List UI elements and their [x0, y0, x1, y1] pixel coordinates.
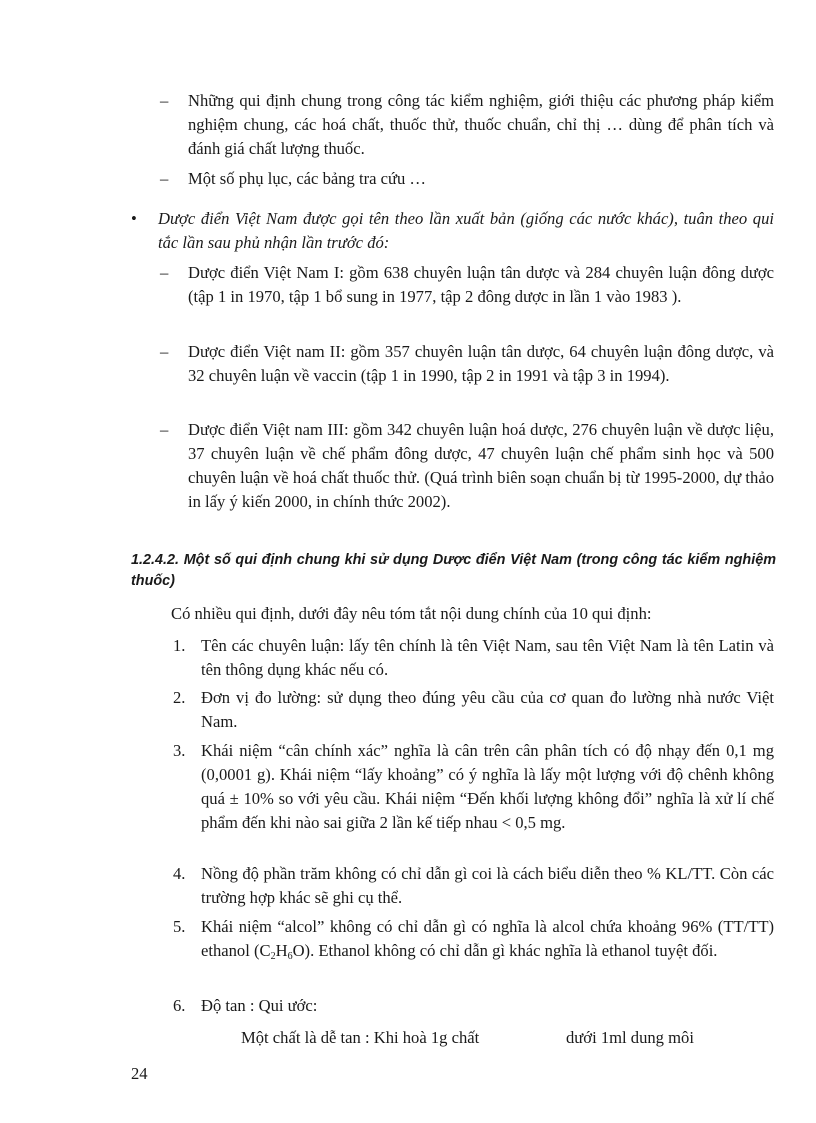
rule-number: 3.	[173, 741, 186, 760]
rule-text: Khái niệm “cân chính xác” nghĩa là cân trên cân phân tích có độ nhạy đến 0,1 mg (0,0001 g). Khái niệm “lấy khoảng” có ý nghĩa là lấy một lượng với độ chênh không quá ± 10% so với yêu cầu. Khái niệm “Đến khối lượng không đổi” nghĩa là xử lí chế phẩm đến khi nào sai giữa 2 lần kế tiếp nhau < 0,5 mg.	[201, 741, 774, 832]
solubility-amount: dưới 1ml dung môi	[566, 1028, 694, 1047]
list-item	[160, 340, 774, 388]
rule-text: Tên các chuyên luận: lấy tên chính là tên Việt Nam, sau tên Việt Nam là tên Latin và tên thông dụng khác nếu có.	[201, 636, 774, 679]
list-item-text: Một số phụ lục, các bảng tra cứu …	[188, 169, 427, 188]
rule-item	[173, 862, 774, 910]
list-item	[160, 89, 774, 161]
solubility-term: Một chất là dễ tan : Khi hoà 1g chất	[241, 1028, 480, 1047]
rule-text-part: H	[275, 941, 288, 960]
rule-text-part: O). Ethanol không có chỉ dẫn gì khác nghĩa là ethanol tuyệt đối.	[292, 941, 718, 960]
rule-number: 5.	[173, 917, 186, 936]
rule-item	[173, 686, 774, 734]
rule-item	[173, 915, 774, 969]
dash-marker: –	[160, 420, 169, 439]
rule-number: 1.	[173, 636, 186, 655]
rule-text: Đơn vị đo lường: sử dụng theo đúng yêu cầu của cơ quan đo lường nhà nước Việt Nam.	[201, 688, 774, 731]
dash-marker: –	[160, 263, 169, 282]
rule-item	[173, 739, 774, 835]
intro-paragraph: Có nhiều qui định, dưới đây nêu tóm tắt nội dung chính của 10 qui định:	[171, 604, 652, 623]
list-item-text: Dược điển Việt Nam I: gồm 638 chuyên luận tân dược và 284 chuyên luận đông dược (tập 1 in 1970, tập 1 bổ sung in 1977, tập 2 đông dược in lần 1 vào 1983 ).	[188, 263, 774, 306]
list-item-text: Những qui định chung trong công tác kiểm nghiệm, giới thiệu các phương pháp kiểm nghiệm chung, các hoá chất, thuốc thử, thuốc chuẩn, chỉ thị … dùng để phân tích và đánh giá chất lượng thuốc.	[188, 91, 774, 158]
rule-text	[201, 915, 774, 969]
rule-number: 2.	[173, 688, 186, 707]
list-item	[160, 418, 774, 514]
subscript: 2	[270, 951, 276, 962]
list-item	[160, 261, 774, 309]
subscript: 6	[287, 951, 293, 962]
rule-text-part: Khái niệm “alcol” không có chỉ dẫn gì có nghĩa là alcol chứa khoảng 96% (TT/TT) ethanol (C	[201, 917, 774, 960]
rule-number: 4.	[173, 864, 186, 883]
list-item-text: Dược điển Việt nam III: gồm 342 chuyên luận hoá dược, 276 chuyên luận về dược liệu, 37 chuyên luận về chế phẩm đông dược, 47 chuyên luận chế phẩm sinh học và 500 chuyên luận về hoá chất thuốc thử. (Quá trình biên soạn chuẩn bị từ 1995-2000, dự thảo in lấy ý kiến 2000, in chính thức 2002).	[188, 420, 774, 511]
solubility-row	[241, 1026, 694, 1050]
list-item-text: Dược điển Việt nam II: gồm 357 chuyên luận tân dược, 64 chuyên luận đông dược, và 32 chuyên luận về vaccin (tập 1 in 1990, tập 2 in 1991 và tập 3 in 1994).	[188, 342, 774, 385]
dash-marker: –	[160, 169, 169, 188]
rule-item	[173, 634, 774, 682]
section-heading: 1.2.4.2. Một số qui định chung khi sử dụng Dược điển Việt Nam (trong công tác kiểm nghiệm thuốc)	[131, 552, 776, 589]
dash-marker: –	[160, 91, 169, 110]
rule-number: 6.	[173, 996, 186, 1015]
bullet-marker: •	[131, 209, 137, 228]
dash-marker: –	[160, 342, 169, 361]
list-item	[160, 167, 774, 191]
bullet-text: Dược điển Việt Nam được gọi tên theo lần xuất bản (giống các nước khác), tuân theo qui tắc lần sau phủ nhận lần trước đó:	[158, 209, 774, 252]
rule-item	[173, 994, 774, 1018]
page-number: 24	[131, 1064, 148, 1083]
rule-text: Nồng độ phần trăm không có chỉ dẫn gì coi là cách biểu diễn theo % KL/TT. Còn các trường hợp khác sẽ ghi cụ thể.	[201, 864, 774, 907]
rule-text: Độ tan : Qui ước:	[201, 996, 318, 1015]
bullet-item	[131, 207, 774, 255]
